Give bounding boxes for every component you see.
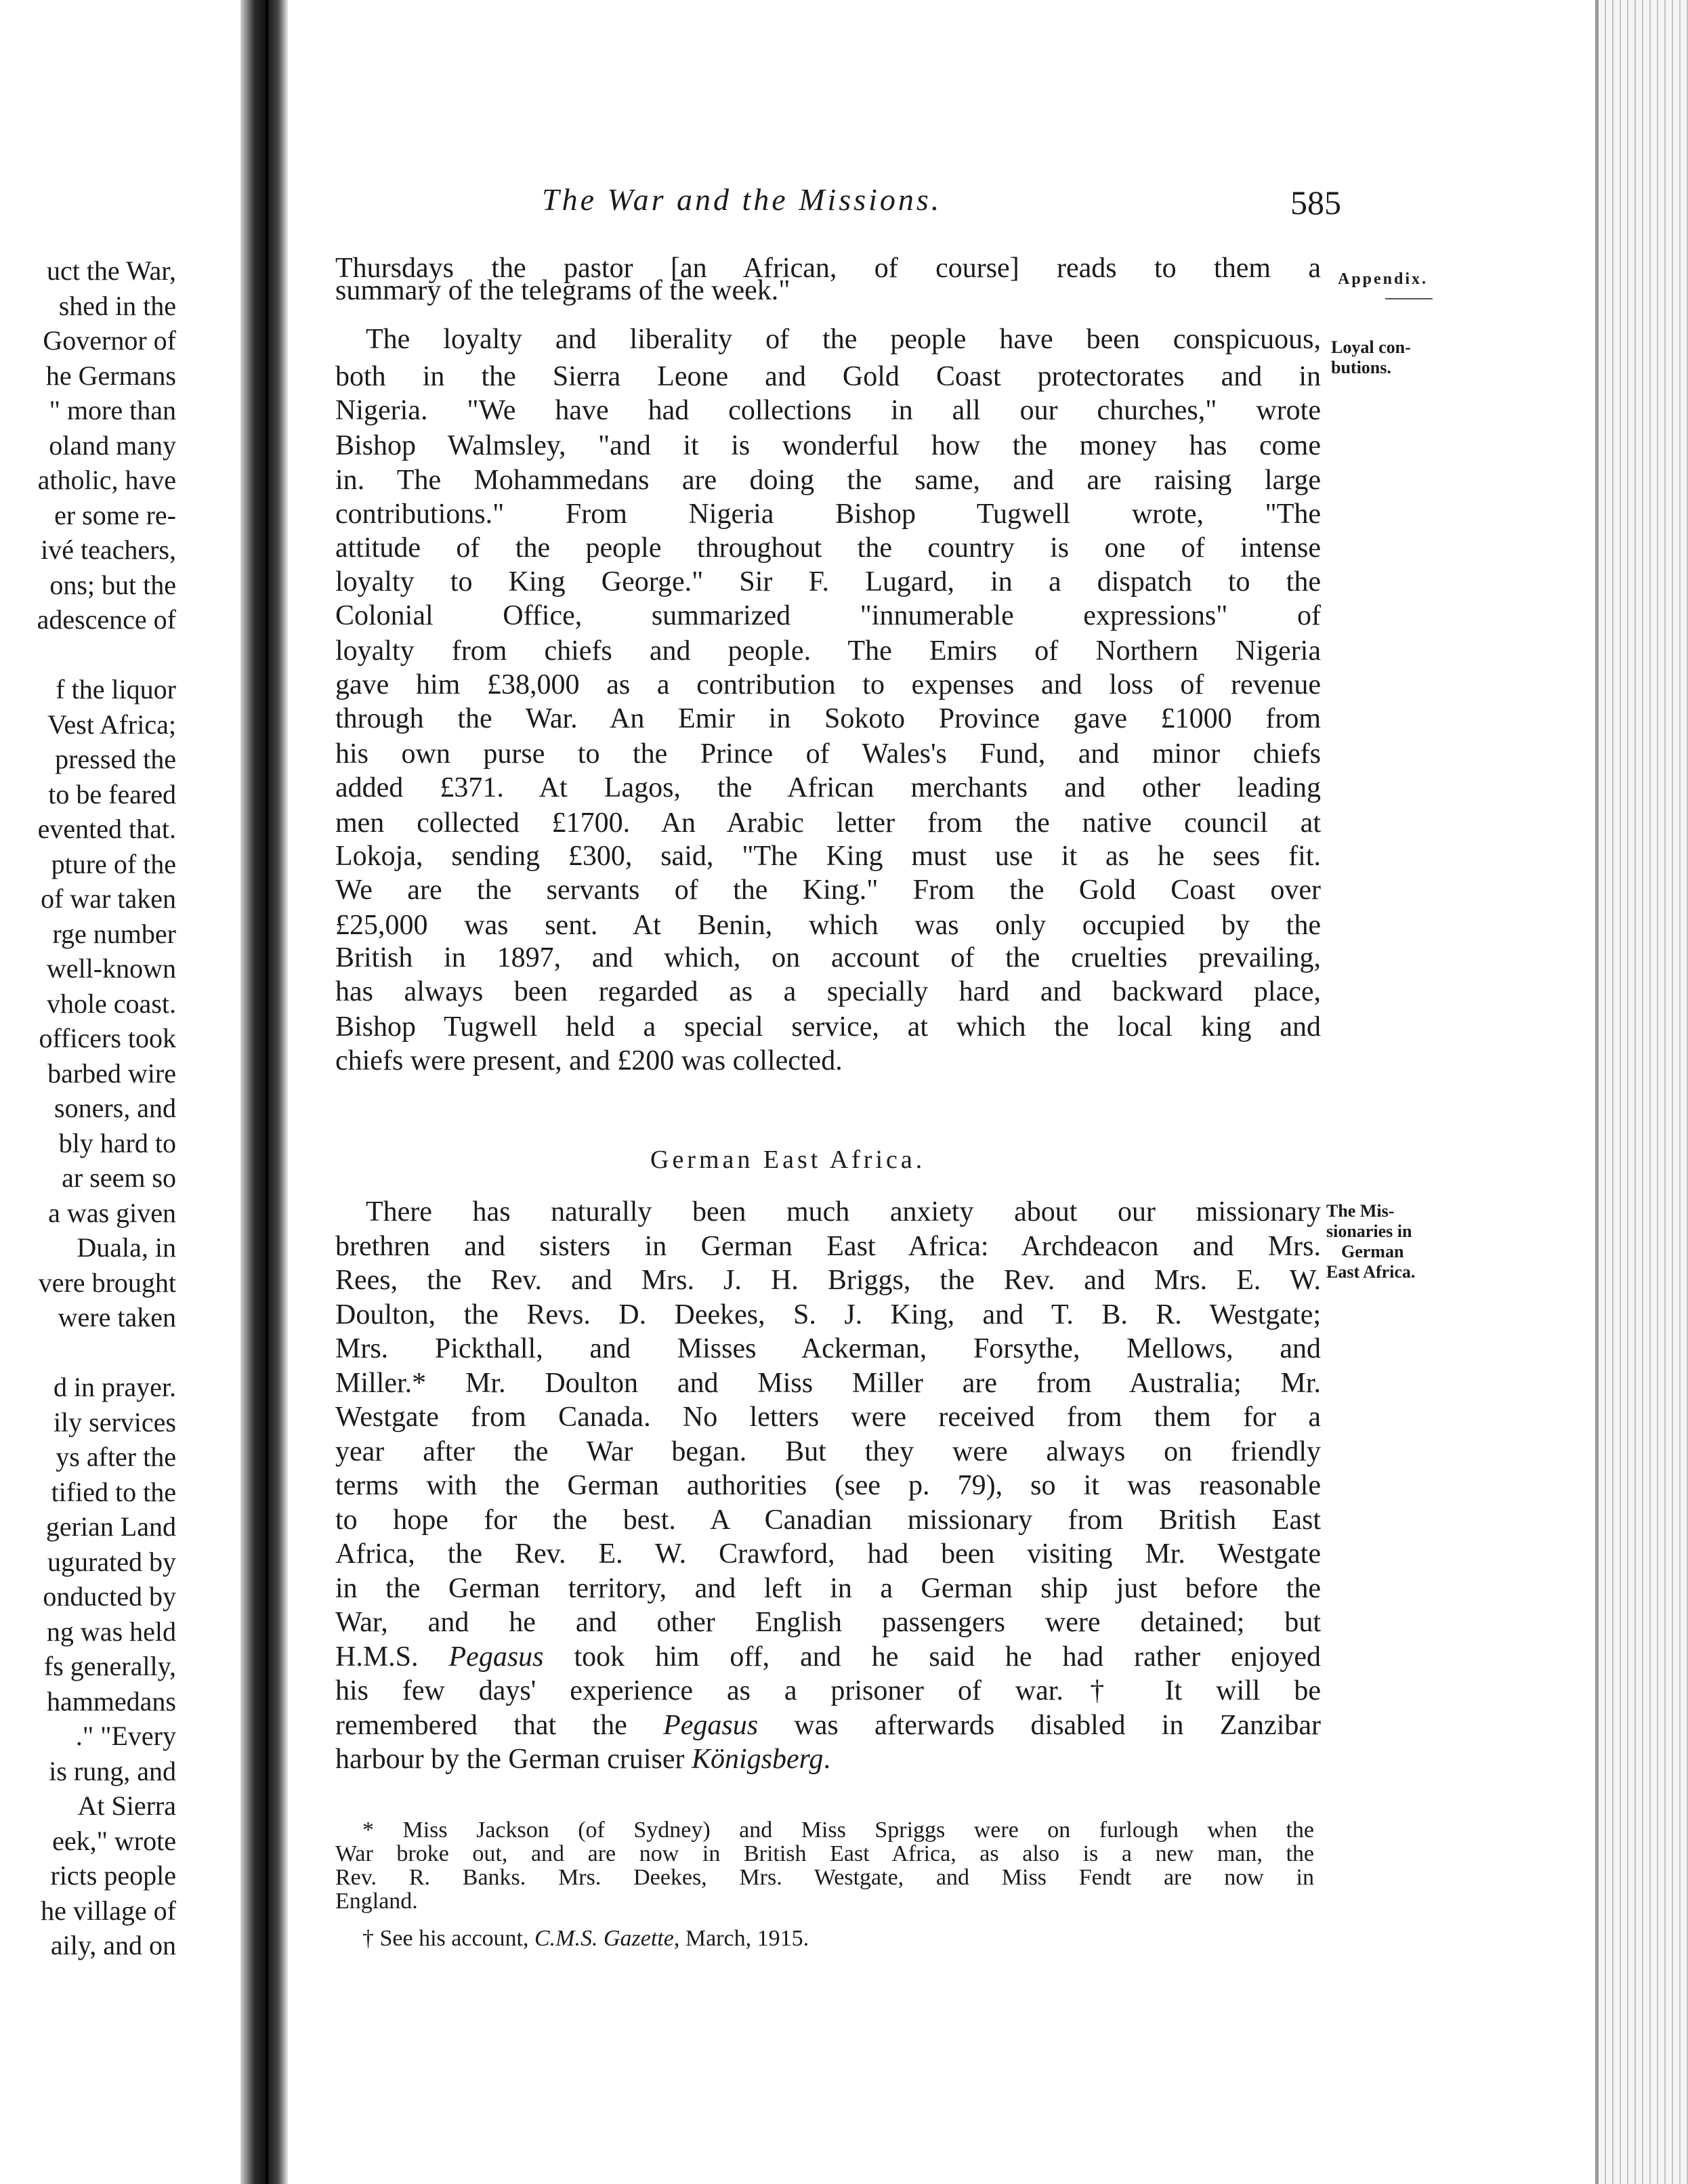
facing-page-line: eek," wrote <box>52 1826 176 1856</box>
section-text-line: Mrs. Pickthall, and Misses Ackerman, Forsythe, Mellows, and <box>335 1333 1321 1364</box>
section-text-line: H.M.S. Pegasus took him off, and he said he had rather enjoyed <box>335 1641 1321 1673</box>
facing-page-line: uct the War, <box>46 255 176 286</box>
facing-page-line: of war taken <box>41 883 176 914</box>
margin-note-missionaries-1: The Mis- <box>1326 1201 1395 1221</box>
body-text-line: through the War. An Emir in Sokoto Province gave £1000 from <box>335 703 1321 734</box>
body-text-line: Thursdays the pastor [an African, of course] reads to them a <box>335 253 1321 284</box>
facing-page-line: vere brought <box>38 1267 176 1298</box>
facing-page-line: vhole coast. <box>46 988 176 1019</box>
margin-note-missionaries-3: German <box>1341 1242 1404 1261</box>
facing-page-line: d in prayer. <box>53 1372 176 1402</box>
facing-page-line: ugurated by <box>47 1547 176 1577</box>
facing-page-line: were taken <box>58 1302 176 1332</box>
section-text-line: There has naturally been much anxiety about our missionary <box>366 1196 1321 1227</box>
facing-page-line: well-known <box>46 953 176 984</box>
facing-page-line: Vest Africa; <box>47 709 176 740</box>
facing-page-line: er some re- <box>54 500 176 530</box>
body-text-line: attitude of the people throughout the country is one of intense <box>335 532 1321 564</box>
margin-note-missionaries-2: sionaries in <box>1326 1221 1412 1241</box>
body-text-line: Nigeria. "We have had collections in all our churches," wrote <box>335 395 1321 426</box>
section-text-line: terms with the German authorities (see p. 79), so it was reasonable <box>335 1470 1321 1501</box>
facing-page-line: hammedans <box>46 1686 176 1717</box>
facing-page-line: ons; but the <box>49 570 176 600</box>
body-text-line: We are the servants of the King." From the Gold Coast over <box>335 875 1321 906</box>
facing-page-line: evented that. <box>37 814 176 844</box>
section-text-line: in the German territory, and left in a German ship just before the <box>335 1573 1321 1604</box>
facing-page-line: Duala, in <box>77 1232 176 1263</box>
facing-page-line: soners, and <box>54 1093 176 1123</box>
facing-page-line: aily, and on <box>50 1930 176 1960</box>
footnote-line: England. <box>335 1889 418 1914</box>
body-text-line: contributions." From Nigeria Bishop Tugwell wrote, "The <box>335 499 1321 530</box>
section-heading: German East Africa. <box>650 1146 926 1174</box>
section-text-line: to hope for the best. A Canadian missionary from British East <box>335 1505 1321 1536</box>
facing-page-line: ily services <box>53 1407 176 1437</box>
facing-page-line: is rung, and <box>49 1756 176 1786</box>
section-text-line: Miller.* Mr. Doulton and Miss Miller are from Australia; Mr. <box>335 1368 1321 1399</box>
section-text-line: brethren and sisters in German East Africa: Archdeacon and Mrs. <box>335 1231 1321 1262</box>
body-text-line: both in the Sierra Leone and Gold Coast protectorates and in <box>335 361 1321 392</box>
facing-page-line: pressed the <box>55 744 176 774</box>
section-text-line: Rees, the Rev. and Mrs. J. H. Briggs, the Rev. and Mrs. E. W. <box>335 1265 1321 1296</box>
section-text-line: Doulton, the Revs. D. Deekes, S. J. King, and T. B. R. Westgate; <box>335 1299 1321 1330</box>
facing-page-fragment <box>0 0 244 2184</box>
book-gutter-shadow <box>240 0 288 2184</box>
facing-page-line: adescence of <box>37 604 176 635</box>
body-text-line: added £371. At Lagos, the African merchants and other leading <box>335 772 1321 803</box>
body-text-line: chiefs were present, and £200 was collected. <box>335 1045 843 1076</box>
facing-page-line: onducted by <box>43 1581 176 1612</box>
facing-page-line: to be feared <box>48 779 176 810</box>
facing-page-line: ar seem so <box>62 1162 176 1193</box>
body-text-line: his own purse to the Prince of Wales's Fund, and minor chiefs <box>335 738 1321 770</box>
footnote-line: * Miss Jackson (of Sydney) and Miss Spriggs were on furlough when the <box>362 1818 1314 1843</box>
body-text-line: in. The Mohammedans are doing the same, and are raising large <box>335 465 1321 496</box>
body-text-line: Bishop Tugwell held a special service, at which the local king and <box>335 1011 1321 1043</box>
margin-note-loyal-1: Loyal con- <box>1331 337 1411 357</box>
facing-page-line: tified to the <box>51 1477 176 1507</box>
running-head: The War and the Missions. <box>542 182 942 217</box>
facing-page-line: Governor of <box>43 325 176 356</box>
margin-note-appendix: Appendix. <box>1338 270 1429 288</box>
margin-rule <box>1385 298 1433 299</box>
facing-page-line: ys after the <box>56 1442 176 1472</box>
facing-page-line: ng was held <box>46 1616 176 1647</box>
section-text-line: his few days' experience as a prisoner of war.† It will be <box>335 1675 1321 1706</box>
facing-page-line: ." "Every <box>75 1721 176 1751</box>
facing-page-line: pture of the <box>51 849 176 879</box>
footnote-line: † See his account, C.M.S. Gazette, March, 1915. <box>362 1926 809 1951</box>
facing-page-line: barbed wire <box>47 1058 176 1089</box>
body-text-line: The loyalty and liberality of the people have been conspicuous, <box>366 324 1321 355</box>
body-text-line: £25,000 was sent. At Benin, which was only occupied by the <box>335 910 1321 941</box>
facing-page-line: oland many <box>49 430 176 461</box>
footnote-line: Rev. R. Banks. Mrs. Deekes, Mrs. Westgate, and Miss Fendt are now in <box>335 1865 1314 1890</box>
facing-page-line: shed in the <box>58 291 176 321</box>
section-text-line: harbour by the German cruiser Königsberg. <box>335 1744 830 1775</box>
book-gutter-fold <box>266 0 268 2184</box>
facing-page-line: ivé teachers, <box>41 534 176 565</box>
book-page-edges <box>1599 0 1688 2184</box>
facing-page-line: a was given <box>48 1198 176 1228</box>
margin-note-loyal-2: butions. <box>1331 358 1391 377</box>
facing-page-line: fs generally, <box>43 1651 176 1681</box>
facing-page-line: ricts people <box>50 1860 176 1891</box>
facing-page-line: rge number <box>52 919 176 949</box>
body-text-line: summary of the telegrams of the week." <box>335 275 790 306</box>
facing-page-line: gerian Land <box>45 1511 176 1542</box>
facing-page-line: f the liquor <box>56 674 176 705</box>
section-text-line: War, and he and other English passengers were detained; but <box>335 1607 1321 1638</box>
facing-page-line: At Sierra <box>77 1790 176 1821</box>
body-text-line: loyalty to King George." Sir F. Lugard, in a dispatch to the <box>335 566 1321 597</box>
body-text-line: Lokoja, sending £300, said, "The King must use it as he sees fit. <box>335 841 1321 872</box>
body-text-line: has always been regarded as a specially hard and backward place, <box>335 976 1321 1007</box>
section-text-line: Africa, the Rev. E. W. Crawford, had been visiting Mr. Westgate <box>335 1538 1321 1570</box>
facing-page-line: officers took <box>39 1023 176 1053</box>
body-text-line: loyalty from chiefs and people. The Emirs of Northern Nigeria <box>335 635 1321 667</box>
facing-page-line: " more than <box>49 395 176 425</box>
margin-note-missionaries-4: East Africa. <box>1326 1262 1416 1282</box>
section-text-line: remembered that the Pegasus was afterwards disabled in Zanzibar <box>335 1710 1321 1741</box>
body-text-line: Bishop Walmsley, "and it is wonderful how the money has come <box>335 430 1321 461</box>
body-text-line: British in 1897, and which, on account of the cruelties prevailing, <box>335 942 1321 973</box>
body-text-line: Colonial Office, summarized "innumerable expressions" of <box>335 600 1321 631</box>
body-text-line: men collected £1700. An Arabic letter from the native council at <box>335 807 1321 839</box>
body-text-line: gave him £38,000 as a contribution to expenses and loss of revenue <box>335 669 1321 700</box>
facing-page-line: he Germans <box>45 360 176 391</box>
facing-page-line: atholic, have <box>37 465 176 495</box>
section-text-line: Westgate from Canada. No letters were received from them for a <box>335 1402 1321 1433</box>
page-number: 585 <box>1290 184 1341 222</box>
facing-page-line: bly hard to <box>58 1128 176 1158</box>
facing-page-line: he village of <box>41 1895 176 1926</box>
footnote-line: War broke out, and are now in British East Africa, as also is a new man, the <box>335 1841 1314 1866</box>
section-text-line: year after the War began. But they were always on friendly <box>335 1436 1321 1467</box>
